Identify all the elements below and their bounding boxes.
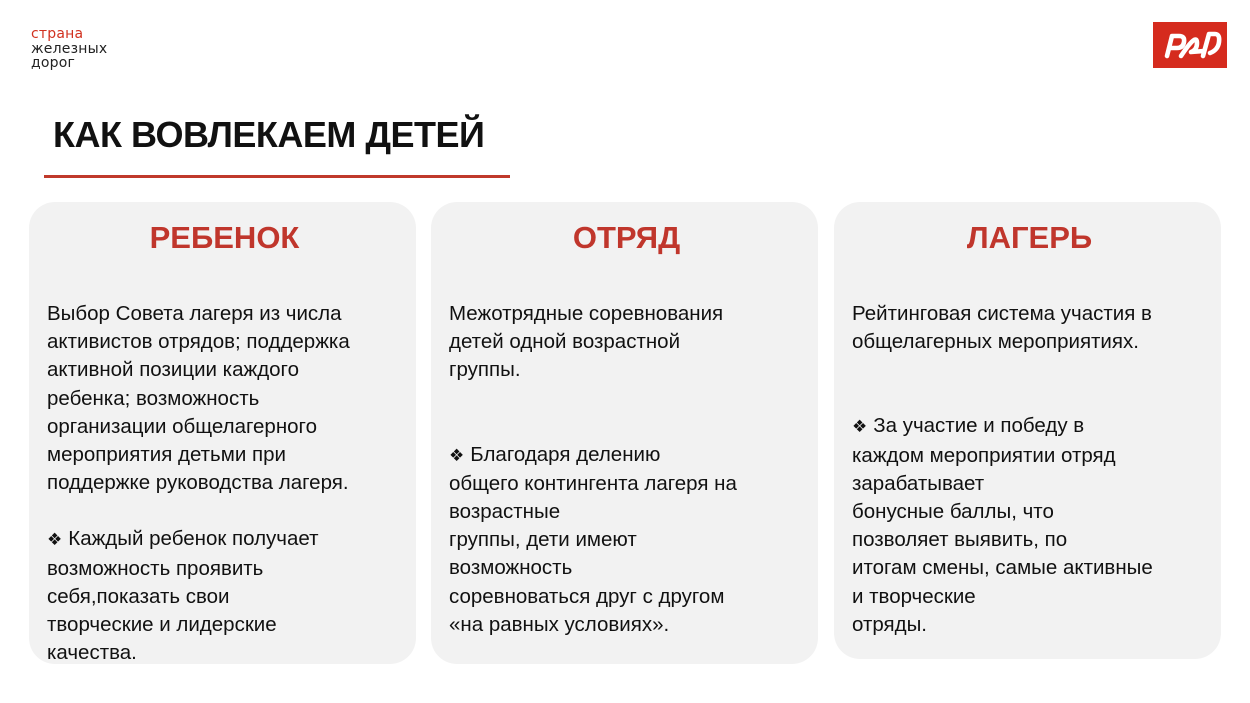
card-bullet-paragraph (449, 441, 804, 639)
text-line: возможность проявить (47, 556, 264, 580)
text-line: итогам смены, самые активные (852, 556, 1153, 580)
card-heading: ОТРЯД (572, 220, 681, 255)
text-line: «на равных условиях». (449, 612, 670, 636)
text-line: поддержке руководства лагеря. (47, 471, 349, 495)
text-line: Благодаря делению (470, 442, 661, 466)
text-line: себя,показать свои (47, 584, 230, 608)
bullet-icon: ❖ (47, 530, 63, 551)
text-line: активистов отрядов; поддержка (47, 330, 350, 354)
text-line: Выбор Совета лагеря из числа (47, 302, 342, 325)
card-squad (431, 202, 818, 664)
text-line: детей одной возрастной (449, 330, 681, 354)
brand-line-2: железных (31, 40, 108, 57)
text-line: возрастные (449, 500, 561, 524)
rzd-logo-icon (1153, 22, 1227, 68)
page-title: КАК ВОВЛЕКАЕМ ДЕТЕЙ (53, 114, 485, 155)
text-line: позволяет выявить, по (852, 528, 1068, 552)
card-heading: РЕБЕНОК (149, 220, 300, 255)
brand-wordmark (31, 27, 107, 71)
text-line: возможность (449, 556, 573, 580)
text-line: общего контингента лагеря на (449, 471, 737, 495)
text-line: отряды. (852, 612, 928, 636)
card-heading: ЛАГЕРЬ (966, 220, 1093, 255)
text-line: За участие и победу в (873, 414, 1085, 438)
bullet-icon: ❖ (852, 417, 868, 438)
card-paragraph (852, 300, 1207, 356)
bullet-icon: ❖ (449, 445, 465, 466)
card-paragraph (449, 300, 804, 385)
card-bullet-paragraph (852, 412, 1207, 639)
text-line: бонусные баллы, что (852, 500, 1054, 524)
text-line: группы. (449, 358, 521, 382)
brand-line-3: дорог (31, 55, 76, 71)
text-line: группы, дети имеют (449, 528, 637, 552)
text-line: общелагерных мероприятиях. (852, 330, 1139, 354)
text-line: соревноваться друг с другом (449, 584, 725, 608)
card-paragraph (47, 300, 402, 497)
card-bullet-paragraph (47, 525, 402, 667)
text-line: организации общелагерного (47, 414, 317, 438)
text-line: каждом мероприятии отряд (852, 443, 1116, 467)
card-camp (834, 202, 1221, 659)
text-line: активной позиции каждого (47, 358, 299, 382)
title-underline (44, 175, 510, 178)
text-line: качества. (47, 641, 137, 665)
text-line: Межотрядные соревнования (449, 302, 724, 325)
text-line: зарабатывает (852, 471, 985, 495)
text-line: и творческие (852, 584, 976, 608)
text-line: творческие и лидерские (47, 613, 277, 637)
text-line: ребенка; возможность (47, 386, 260, 410)
card-child (29, 202, 416, 664)
brand-line-1: страна (31, 26, 84, 42)
rzd-logo-mark (1153, 22, 1227, 68)
text-line: Рейтинговая система участия в (852, 302, 1152, 325)
text-line: мероприятия детьми при (47, 443, 286, 467)
text-line: Каждый ребенок получает (68, 527, 319, 551)
